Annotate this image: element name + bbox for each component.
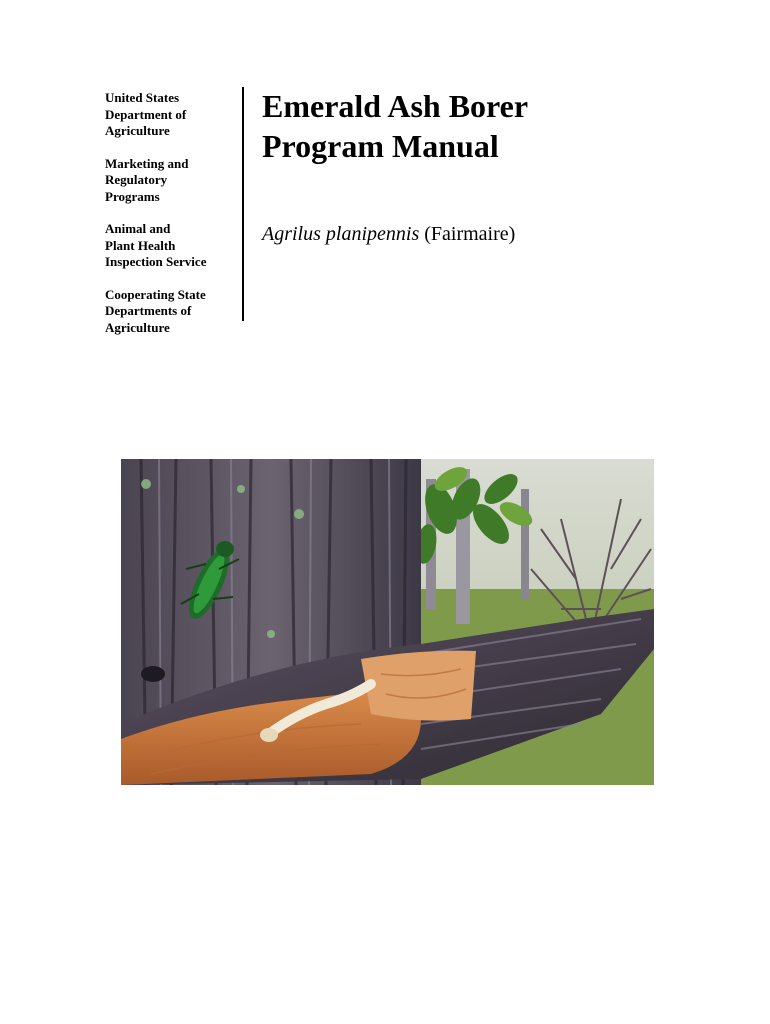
agency-cooperating-states: Cooperating State Departments of Agriculture — [105, 286, 206, 335]
species-author: (Fairmaire) — [424, 223, 516, 245]
document-title: Emerald Ash Borer Program Manual — [262, 88, 529, 164]
document-subtitle — [262, 220, 515, 248]
agency-list — [105, 90, 235, 352]
ash-borer-painting — [121, 459, 654, 785]
scientific-name: Agrilus planipennis — [262, 223, 420, 245]
cover-illustration — [121, 459, 654, 785]
agency-marketing-regulatory: Marketing and Regulatory Programs — [105, 155, 189, 204]
agency-usda: United States Department of Agriculture — [105, 90, 187, 138]
agency-aphis: Animal and Plant Health Inspection Service — [105, 221, 207, 269]
vertical-divider — [242, 87, 244, 321]
